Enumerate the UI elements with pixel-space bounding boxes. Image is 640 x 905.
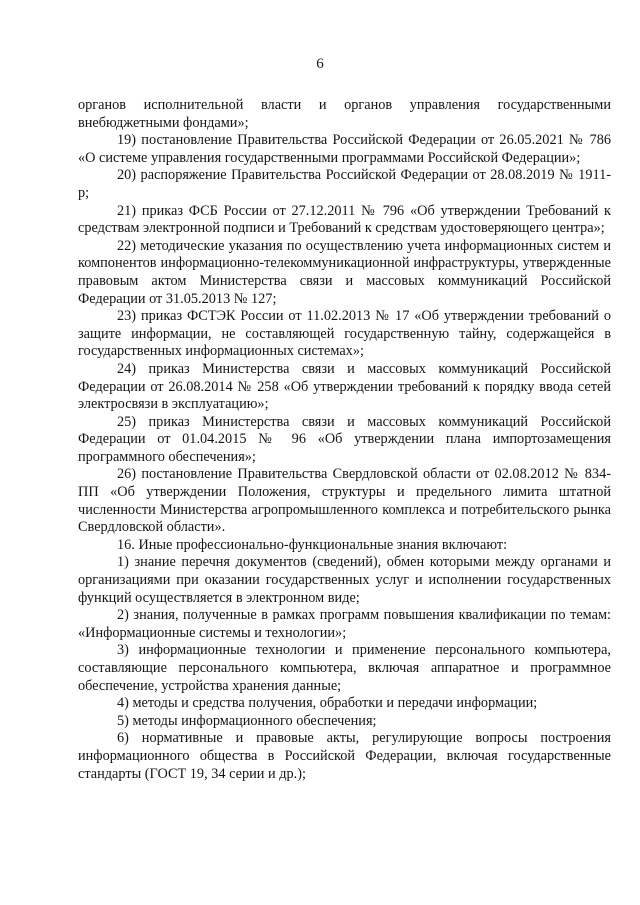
knowledge-item-4: 4) методы и средства получения, обработки и передачи информации;: [117, 695, 538, 712]
list-item-26: 26) постановление Правительства Свердловской области от 02.08.2012 № 834-ПП «Об утверждении Положения, структуры и предельного лимита штатной численности Министерства агропромышленного комплекса и потребительского рынка Свердловской области».: [78, 466, 611, 536]
knowledge-item-1: 1) знание перечня документов (сведений), обмен которыми между органами и организациями при оказании государственных услуг и исполнении государственных функций осуществляется в электронном виде;: [78, 554, 611, 606]
section-16-heading: 16. Иные профессионально-функциональные знания включают:: [117, 536, 508, 553]
list-item-19: 19) постановление Правительства Российской Федерации от 26.05.2021 № 786 «О системе управления государственными программами Российской Федерации»;: [78, 132, 611, 166]
list-item-22: 22) методические указания по осуществлению учета информационных систем и компонентов информационно-телекоммуникационной инфраструктуры, утвержденные правовым актом Министерства связи и массовых коммуникаций Российской Федерации от 31.05.2013 № 127;: [78, 237, 611, 307]
document-body: [78, 97, 611, 783]
knowledge-item-6: 6) нормативные и правовые акты, регулирующие вопросы построения информационного общества в Российской Федерации, включая государственные стандарты (ГОСТ 19, 34 серии и др.);: [78, 730, 611, 782]
list-item-20: 20) распоряжение Правительства Российской Федерации от 28.08.2019 № 1911-р;: [78, 167, 611, 201]
paragraph: органов исполнительной власти и органов управления государственными внебюджетными фондами»;: [78, 97, 611, 131]
knowledge-item-2: 2) знания, полученные в рамках программ повышения квалификации по темам: «Информационные системы и технологии»;: [78, 607, 611, 641]
list-item-23: 23) приказ ФСТЭК России от 11.02.2013 № 17 «Об утверждении требований о защите информации, не составляющей государственную тайну, содержащейся в государственных информационных системах»;: [78, 308, 611, 360]
list-item-25: 25) приказ Министерства связи и массовых коммуникаций Российской Федерации от 01.04.2015 № 96 «Об утверждении плана импортозамещения программного обеспечения»;: [78, 413, 611, 465]
knowledge-item-5: 5) методы информационного обеспечения;: [117, 712, 377, 729]
list-item-21: 21) приказ ФСБ России от 27.12.2011 № 796 «Об утверждении Требований к средствам электронной подписи и Требований к средствам удостоверяющего центра»;: [78, 202, 611, 237]
knowledge-item-3: 3) информационные технологии и применение персонального компьютера, составляющие персонального компьютера, включая аппаратное и программное обеспечение, устройства хранения данные;: [78, 642, 611, 694]
page-number: 6: [316, 56, 324, 72]
list-item-24: 24) приказ Министерства связи и массовых коммуникаций Российской Федерации от 26.08.2014 № 258 «Об утверждении требований к порядку ввода сетей электросвязи в эксплуатацию»;: [78, 360, 611, 413]
